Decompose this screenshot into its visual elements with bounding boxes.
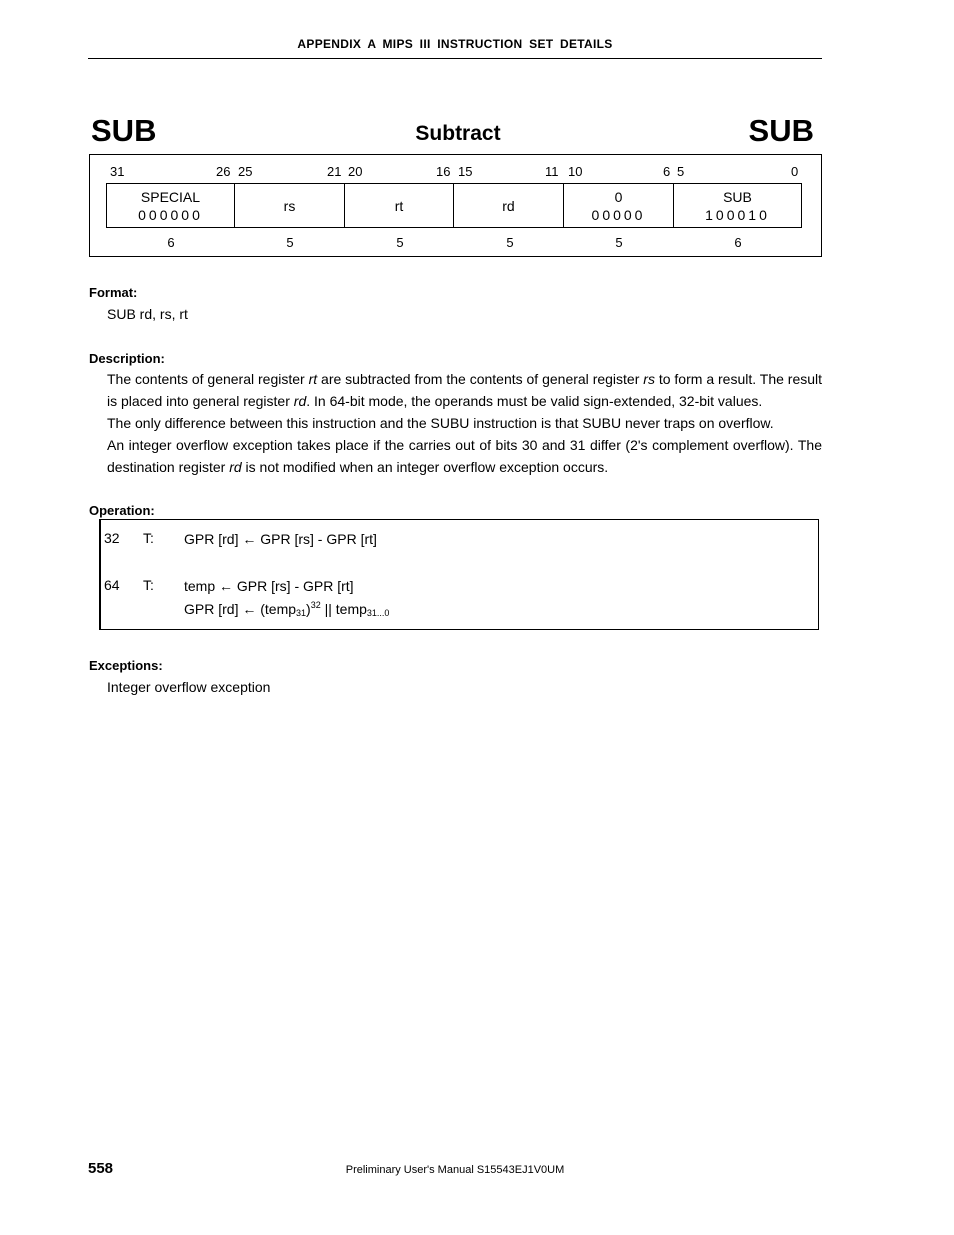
field-name: rt	[394, 197, 404, 214]
subscript: 31	[296, 608, 307, 618]
bit-number: 26	[216, 164, 231, 179]
header-rule	[88, 58, 822, 59]
bit-number: 16	[436, 164, 451, 179]
bit-number: 0	[791, 164, 799, 179]
description-paragraph	[107, 368, 822, 412]
superscript: 32	[310, 600, 321, 610]
register-name: rd	[229, 459, 242, 475]
description-heading: Description:	[89, 351, 165, 366]
op-stage: T:	[143, 530, 154, 546]
exceptions-text: Integer overflow exception	[107, 679, 271, 695]
text-run: is not modified when an integer overflow exception occurs.	[241, 459, 609, 475]
field-width: 5	[286, 235, 294, 250]
bit-number: 21	[327, 164, 342, 179]
page-number: 558	[88, 1160, 114, 1177]
description-paragraph: The only difference between this instruction and the SUBU instruction is that SUBU never traps on overflow.	[107, 415, 774, 431]
bit-number: 31	[110, 164, 125, 179]
exceptions-heading: Exceptions:	[89, 658, 163, 673]
text-run: GPR [rd] ← (temp	[184, 601, 297, 617]
field-code: 100010	[705, 206, 770, 223]
field-function	[673, 183, 802, 228]
field-name: SPECIAL	[140, 188, 201, 205]
op-bits-64: 64	[104, 577, 120, 593]
format-syntax: SUB rd, rs, rt	[107, 306, 188, 322]
text-run: are subtracted from the contents of general register	[317, 371, 644, 387]
register-name: rt	[308, 371, 318, 387]
bit-number: 10	[568, 164, 583, 179]
field-name: 0	[614, 188, 623, 205]
op-expression: temp ← GPR [rs] - GPR [rt]	[184, 578, 354, 594]
op-expression: GPR [rd] ← GPR [rs] - GPR [rt]	[184, 531, 377, 547]
operation-box	[99, 519, 819, 630]
footer-manual-id: Preliminary User's Manual S15543EJ1V0UM	[345, 1164, 565, 1176]
description-paragraph	[107, 434, 822, 478]
field-rs	[234, 183, 345, 228]
text-run: || temp	[320, 601, 367, 617]
operation-heading: Operation:	[89, 503, 155, 518]
op-stage: T:	[143, 577, 154, 593]
bit-number: 5	[677, 164, 685, 179]
running-header: APPENDIX A MIPS III INSTRUCTION SET DETAILS	[297, 37, 613, 51]
field-shamt	[563, 183, 674, 228]
instruction-title: Subtract	[415, 122, 501, 145]
description-body	[107, 368, 822, 478]
op-bits-32: 32	[104, 530, 120, 546]
field-width: 6	[734, 235, 742, 250]
bit-number: 25	[238, 164, 253, 179]
op-expression	[184, 600, 389, 618]
mnemonic-right: SUB	[748, 113, 814, 148]
field-name: SUB	[723, 188, 752, 205]
format-heading: Format:	[89, 285, 138, 300]
bit-number: 15	[458, 164, 473, 179]
bit-number: 11	[545, 164, 559, 179]
register-name: rs	[643, 371, 655, 387]
bit-number: 20	[348, 164, 363, 179]
field-special	[106, 183, 235, 228]
field-width: 6	[167, 235, 175, 250]
bit-number: 6	[663, 164, 671, 179]
instruction-format-diagram	[89, 154, 822, 257]
field-name: rs	[283, 197, 296, 214]
text-run: The contents of general register	[107, 371, 309, 387]
field-width: 5	[506, 235, 514, 250]
field-rd	[453, 183, 564, 228]
field-name: rd	[502, 197, 515, 214]
field-code: 000000	[138, 206, 203, 223]
field-width: 5	[615, 235, 623, 250]
mnemonic-left: SUB	[91, 113, 157, 148]
text-run: to form a result. The result is placed into general register	[107, 371, 823, 409]
field-width: 5	[396, 235, 404, 250]
field-rt	[344, 183, 454, 228]
text-run: )	[306, 601, 311, 617]
text-run: . In 64-bit mode, the operands must be valid sign-extended, 32-bit values.	[306, 393, 763, 409]
subscript: 31...0	[366, 608, 390, 618]
register-name: rd	[293, 393, 307, 409]
text-run: An integer overflow exception takes place if the carries out of bits 30 and 31 differ (2's complement overflow). The destination register	[107, 437, 822, 475]
field-code: 00000	[591, 206, 646, 223]
